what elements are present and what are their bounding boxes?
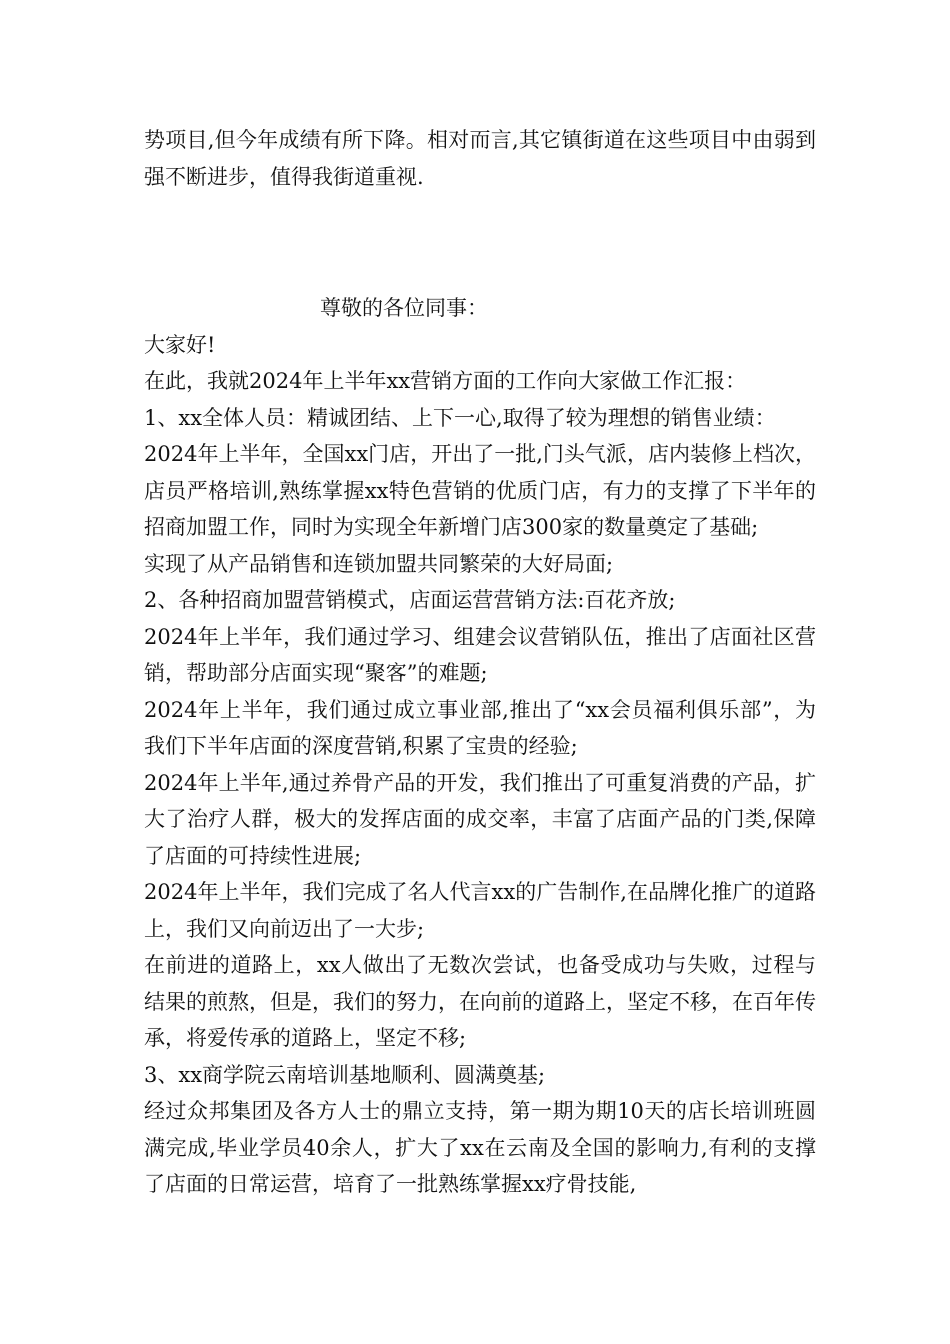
paragraph: 2024年上半年，全国xx门店，开出了一批,门头气派，店内装修上档次，店员严格培训,熟练掌握xx特色营销的优质门店，有力的支撑了下半年的招商加盟工作，同时为实现全年新增门店300家的数量奠定了基础; — [144, 442, 816, 539]
paragraph: 2、各种招商加盟营销模式，店面运营营销方法:百花齐放; — [144, 588, 676, 612]
paragraph: 2024年上半年，我们完成了名人代言xx的广告制作,在品牌化推广的道路上，我们又向前迈出了一大步; — [144, 880, 816, 941]
paragraph: 在前进的道路上，xx人做出了无数次尝试，也备受成功与失败，过程与结果的煎熬，但是，我们的努力，在向前的道路上，坚定不移，在百年传承，将爱传承的道路上，坚定不移; — [144, 953, 816, 1050]
paragraph: 2024年上半年，我们通过学习、组建会议营销队伍，推出了店面社区营销，帮助部分店面实现“聚客”的难题; — [144, 624, 816, 685]
opening-paragraph: 势项目,但今年成绩有所下降。相对而言,其它镇街道在这些项目中由弱到强不断进步，值得我街道重视. — [144, 128, 816, 189]
salutation: 尊敬的各位同事： — [320, 296, 488, 320]
paragraph: 2024年上半年,通过养骨产品的开发，我们推出了可重复消费的产品，扩大了治疗人群，极大的发挥店面的成交率，丰富了店面产品的门类,保障了店面的可持续性进展; — [144, 770, 816, 868]
paragraph: 1、xx全体人员：精诚团结、上下一心,取得了较为理想的销售业绩： — [144, 405, 776, 430]
paragraph: 经过众邦集团及各方人士的鼎立支持，第一期为期10天的店长培训班圆满完成,毕业学员40余人，扩大了xx在云南及全国的影响力,有利的支撑了店面的日常运营，培育了一批熟练掌握xx疗骨技能, — [144, 1099, 816, 1196]
greeting: 大家好! — [144, 332, 216, 357]
paragraph: 实现了从产品销售和连锁加盟共同繁荣的大好局面; — [144, 551, 614, 576]
paragraph: 2024年上半年，我们通过成立事业部,推出了“xx会员福利俱乐部”，为我们下半年店面的深度营销,积累了宝贵的经验; — [144, 697, 816, 758]
section-gap — [144, 195, 816, 290]
document-body — [144, 122, 816, 1203]
paragraph: 3、xx商学院云南培训基地顺利、圆满奠基; — [144, 1062, 546, 1087]
paragraph: 在此，我就2024年上半年xx营销方面的工作向大家做工作汇报： — [144, 369, 747, 393]
